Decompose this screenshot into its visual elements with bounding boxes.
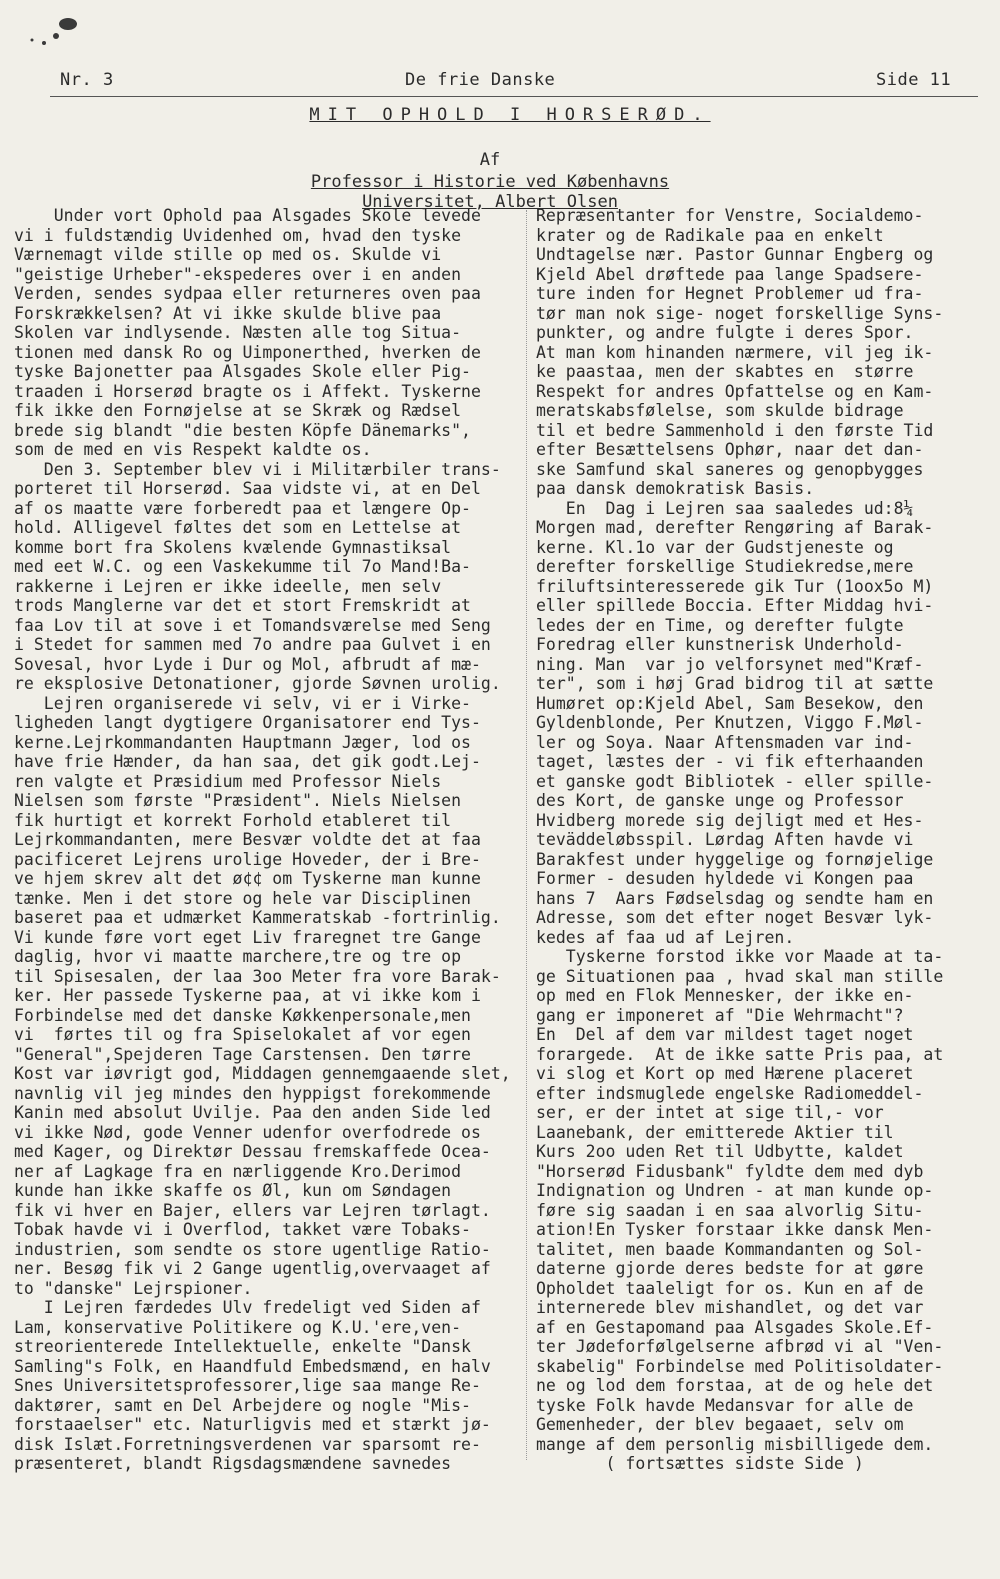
byline-line-1: Professor i Historie ved Københavns — [310, 172, 670, 192]
text-line: Nielsen som første "Præsident". Niels Nielsen — [14, 791, 462, 810]
text-line: efter indsmuglede engelske Radiomeddel- — [536, 1083, 924, 1103]
text-line: ske Samfund skal saneres og genopbygges — [536, 459, 924, 479]
text-line: "geistige Urheber"-ekspederes over i en anden — [14, 264, 462, 284]
text-line: Humøret op:Kjeld Abel, Sam Besekow, den — [536, 693, 924, 713]
text-line: to "danske" Lejrspioner. — [14, 1278, 253, 1298]
text-line: tyske Folk havde Medansvar for alle de — [536, 1395, 914, 1415]
text-line: navnlig vil jeg mindes den hyppigst forekommende — [14, 1083, 491, 1103]
text-line: internerede blev mishandlet, og det var — [536, 1298, 924, 1317]
publication-name: De frie Danske — [405, 70, 556, 90]
text-line: vi ikke Nød, gode Venner udenfor overfodrede os — [14, 1122, 481, 1142]
text-line: Vi kunde føre vort eget Liv fraregnet tre Gange — [14, 927, 481, 947]
text-line: ( fortsættes sidste Side ) — [536, 1454, 864, 1473]
byline-line-2: Universitet, Albert Olsen — [362, 192, 618, 212]
text-line: Lejren organiserede vi selv, vi er i Virke- — [14, 693, 471, 713]
text-line: have frie Hænder, da han saa, det gik godt.Lej- — [14, 752, 481, 771]
ink-smudge — [22, 10, 82, 50]
text-line: et ganske godt Bibliotek - eller spille- — [536, 771, 934, 791]
text-line: daterne gjorde deres bedste for at gøre — [536, 1259, 924, 1278]
text-line: skabelig" Forbindelse med Politisoldater- — [536, 1356, 944, 1376]
text-line: ve hjem skrev alt det ø¢¢ om Tyskerne man kunne — [14, 869, 481, 888]
byline-prefix: Af — [479, 150, 501, 170]
text-line: Respekt for andres Opfattelse og en Kam- — [536, 381, 934, 401]
text-line: Lejrkommandanten, mere Besvær voldte det at faa — [14, 830, 481, 849]
text-line: kedes af faa ud af Lejren. — [536, 927, 795, 947]
text-line: ke paastaa, men der skabtes en større — [536, 362, 914, 381]
text-line: kerne. Kl.1o var der Gudstjeneste og — [536, 537, 894, 557]
text-line: taget, læstes der - vi fik efterhaanden — [536, 752, 924, 771]
text-line: Opholdet taaleligt for os. Kun en af de — [536, 1278, 924, 1298]
text-line: daglig, hvor vi maatte marchere,tre og tre op — [14, 947, 462, 966]
text-line: Tobak havde vi i Overflod, takket være Tobaks- — [14, 1220, 471, 1239]
text-line: Under vort Ophold paa Alsgades Skole levede — [14, 206, 481, 225]
text-line: ture inden for Hegnet Problemer ud fra- — [536, 284, 924, 303]
text-line: Gyldenblonde, Per Knutzen, Viggo F.Møl- — [536, 713, 924, 732]
text-line: med eet W.C. og een Vaskekumme til 7o Mand!Ba- — [14, 557, 471, 576]
text-line: ren valgte et Præsidium med Professor Niels — [14, 771, 442, 791]
text-line: Former - desuden hyldede vi Kongen paa — [536, 869, 914, 888]
text-line: ning. Man var jo velforsynet med"Kræf- — [536, 654, 924, 674]
text-line: vi i fuldstændig Uvidenhed om, hvad den tyske — [14, 225, 462, 245]
text-line: gang er imponeret af "Die Wehrmacht"? — [536, 1005, 904, 1025]
text-line: disk Islæt.Forretningsverdenen var sparsomt re- — [14, 1434, 481, 1454]
text-line: tionen med dansk Ro og Uimponerthed, hverken de — [14, 342, 481, 362]
text-line: føre sig saadan i en saa alvorlig Situ- — [536, 1200, 924, 1220]
text-line: Forbindelse med det danske Køkkenpersonale,men — [14, 1005, 471, 1025]
text-line: af en Gestapomand paa Alsgades Skole.Ef- — [536, 1317, 934, 1337]
text-line: Hvidberg morede sig dejligt med et Hes- — [536, 810, 924, 830]
text-line: krater og de Radikale paa en enkelt — [536, 225, 884, 245]
text-line: brede sig blandt "die besten Köpfe Dänemarks", — [14, 420, 471, 440]
text-line: ner. Besøg fik vi 2 Gange ugentlig,overvaaget af — [14, 1259, 491, 1278]
text-line: ne og lod dem forstaa, at de og hele det — [536, 1376, 934, 1395]
text-line: hans 7 Aars Fødselsdag og sendte ham en — [536, 888, 934, 908]
text-line: Tyskerne forstod ikke vor Maade at ta- — [536, 947, 944, 966]
text-line: faa Lov til at sove i et Tomandsværelse med Seng — [14, 615, 491, 635]
text-line: Indignation og Undren - at man kunde op- — [536, 1181, 934, 1200]
text-line: teväddeløbsspil. Lørdag Aften havde vi — [536, 830, 914, 849]
text-line: forargede. At de ikke satte Pris paa, at — [536, 1044, 944, 1064]
text-line: talitet, men baade Kommandanten og Sol- — [536, 1239, 924, 1259]
text-line: til et bedre Sammenhold i den første Tid — [536, 420, 934, 440]
column-divider — [526, 210, 527, 1460]
text-line: Sovesal, hvor Lyde i Dur og Mol, afbrudt af mæ- — [14, 654, 481, 674]
text-line: forstaaelser" etc. Naturligvis med et stærkt jø- — [14, 1415, 491, 1434]
text-line: I Lejren færdedes Ulv fredeligt ved Siden af — [14, 1298, 481, 1317]
page-number: Side 11 — [876, 70, 952, 90]
right-column — [536, 206, 986, 1474]
text-line: fik vi hver en Bajer, ellers var Lejren tørlagt. — [14, 1200, 491, 1220]
text-line: En Del af dem var mildest taget noget — [536, 1025, 914, 1044]
text-line: Snes Universitetsprofessorer,lige saa mange Re- — [14, 1376, 481, 1395]
text-line: vi førtes til og fra Spiselokalet af vor egen — [14, 1025, 471, 1044]
text-line: Adresse, som det efter noget Besvær lyk- — [536, 908, 934, 927]
text-line: ler og Soya. Naar Aftensmaden var ind- — [536, 732, 914, 752]
text-line: meratskabsfølelse, som skulde bidrage — [536, 401, 904, 420]
text-line: ker. Her passede Tyskerne paa, at vi ikke kom i — [14, 986, 481, 1005]
text-line: ligheden langt dygtigere Organisatorer end Tys- — [14, 713, 481, 732]
text-line: af os maatte være forberedt paa et længere Op- — [14, 498, 471, 518]
left-column — [14, 206, 524, 1474]
text-line: re eksplosive Detonationer, gjorde Søvnen urolig. — [14, 674, 501, 693]
text-line: Kost var iøvrigt god, Middagen gennemgaaende slet, — [14, 1064, 511, 1083]
text-line: baseret paa et udmærket Kammeratskab -fortrinlig. — [14, 908, 501, 927]
text-line: præsenteret, blandt Rigsdagsmændene savnedes — [14, 1454, 452, 1473]
text-line: ge Situationen paa , hvad skal man stille — [536, 966, 944, 986]
text-line: Den 3. September blev vi i Militærbiler trans- — [14, 459, 501, 479]
text-line: med Kager, og Direktør Dessau fremskaffede Ocea- — [14, 1142, 491, 1161]
text-line: Kurs 2oo uden Ret til Udbytte, kaldet — [536, 1142, 904, 1161]
text-line: punkter, og andre fulgte i deres Spor. — [536, 323, 914, 342]
text-line: Barakfest under hyggelige og fornøjelige — [536, 849, 934, 869]
text-line: mange af dem personlig misbilligede dem. — [536, 1434, 934, 1454]
text-line: streorienterede Intellektuelle, enkelte "Dansk — [14, 1337, 471, 1356]
text-line: Kjeld Abel drøftede paa lange Spadsere- — [536, 264, 924, 284]
text-line: vi slog et Kort op med Hærene placeret — [536, 1064, 914, 1083]
text-line: Samling"s Folk, en Haandfuld Embedsmænd, en halv — [14, 1356, 491, 1376]
text-line: komme bort fra Skolens kvælende Gymnastiksal — [14, 537, 452, 557]
text-line: paa dansk demokratisk Basis. — [536, 479, 815, 498]
text-line: trods Manglerne var det et stort Fremskridt at — [14, 596, 471, 615]
text-line: Morgen mad, derefter Rengøring af Barak- — [536, 518, 934, 537]
text-line: Lam, konservative Politikere og K.U.'ere,ven- — [14, 1317, 462, 1337]
text-line: kerne.Lejrkommandanten Hauptmann Jæger, lod os — [14, 732, 471, 752]
text-line: En Dag i Lejren saa saaledes ud:8¼ — [536, 498, 914, 518]
text-line: industrien, som sendte os store ugentlige Ratio- — [14, 1239, 491, 1259]
text-line: ner af Lagkage fra en nærliggende Kro.Derimod — [14, 1161, 462, 1181]
text-line: fik hurtigt et korrekt Forhold etableret til — [14, 810, 452, 830]
text-line: tyske Bajonetter paa Alsgades Skole eller Pig- — [14, 362, 471, 381]
text-line: efter Besættelsens Ophør, naar det dan- — [536, 440, 924, 459]
text-line: Repræsentanter for Venstre, Socialdemo- — [536, 206, 924, 225]
text-line: ser, er der intet at sige til,- vor — [536, 1103, 884, 1122]
text-line: i Stedet for sammen med 7o andre paa Gulvet i en — [14, 635, 491, 654]
text-line: til Spisesalen, der laa 3oo Meter fra vore Barak- — [14, 966, 501, 986]
text-line: ation!En Tysker forstaar ikke dansk Men- — [536, 1220, 934, 1239]
text-line: Værnemagt vilde stille op med os. Skulde vi — [14, 245, 442, 264]
text-line: fik ikke den Fornøjelse at se Skræk og Rædsel — [14, 401, 462, 420]
text-line: som de med en vis Respekt kaldte os. — [14, 440, 372, 459]
text-line: "General",Spejderen Tage Carstensen. Den tørre — [14, 1044, 471, 1064]
text-line: ledes der en Time, og derefter fulgte — [536, 615, 904, 635]
text-line: Laanebank, der emitterede Aktier til — [536, 1122, 894, 1142]
text-line: Forskrækkelsen? At vi ikke skulde blive paa — [14, 303, 442, 323]
text-line: tør man nok sige- noget forskellige Syns- — [536, 303, 944, 323]
text-line: ter Jødeforfølgelserne afbrød vi al "Ven- — [536, 1337, 944, 1356]
text-line: eller spillede Boccia. Efter Middag hvi- — [536, 596, 934, 615]
text-line: Foredrag eller kunstnerisk Underhold- — [536, 635, 904, 654]
text-line: Gemenheder, der blev begaaet, selv om — [536, 1415, 904, 1434]
text-line: pacificeret Lejrens urolige Hoveder, der i Bre- — [14, 849, 481, 869]
text-line: Verden, sendes sydpaa eller returneres oven paa — [14, 284, 481, 303]
text-line: Skolen var indlysende. Næsten alle tog Situa- — [14, 323, 462, 342]
issue-number: Nr. 3 — [60, 70, 114, 90]
text-line: hold. Alligevel føltes det som en Lettelse at — [14, 518, 462, 537]
text-line: porteret til Horserød. Saa vidste vi, at en Del — [14, 479, 481, 498]
text-line: "Horserød Fidusbank" fyldte dem med dyb — [536, 1161, 924, 1181]
text-line: ter", som i høj Grad bidrog til at sætte — [536, 674, 934, 693]
text-line: tænke. Men i det store og hele var Disciplinen — [14, 888, 471, 908]
text-line: Undtagelse nær. Pastor Gunnar Engberg og — [536, 245, 934, 264]
text-line: friluftsinteresserede gik Tur (1ooх5o M) — [536, 576, 934, 596]
text-line: At man kom hinanden nærmere, vil jeg ik- — [536, 342, 934, 362]
text-line: des Kort, de ganske unge og Professor — [536, 791, 904, 810]
text-line: Kanin med absolut Uvilje. Paa den anden Side led — [14, 1103, 491, 1122]
header-rule — [50, 96, 978, 97]
text-line: derefter forskellige Studiekredse,mere — [536, 557, 914, 576]
article-title: MIT OPHOLD I HORSERØD. — [309, 105, 711, 125]
text-line: rakkerne i Lejren er ikke ideelle, men selv — [14, 576, 442, 596]
text-line: traaden i Horserød bragte os i Affekt. Tyskerne — [14, 381, 481, 401]
text-line: daktører, samt en Del Arbejdere og nogle "Mis- — [14, 1395, 471, 1415]
text-line: kunde han ikke skaffe os Øl, kun om Søndagen — [14, 1181, 452, 1200]
text-line: op med en Flok Mennesker, der ikke en- — [536, 986, 914, 1005]
